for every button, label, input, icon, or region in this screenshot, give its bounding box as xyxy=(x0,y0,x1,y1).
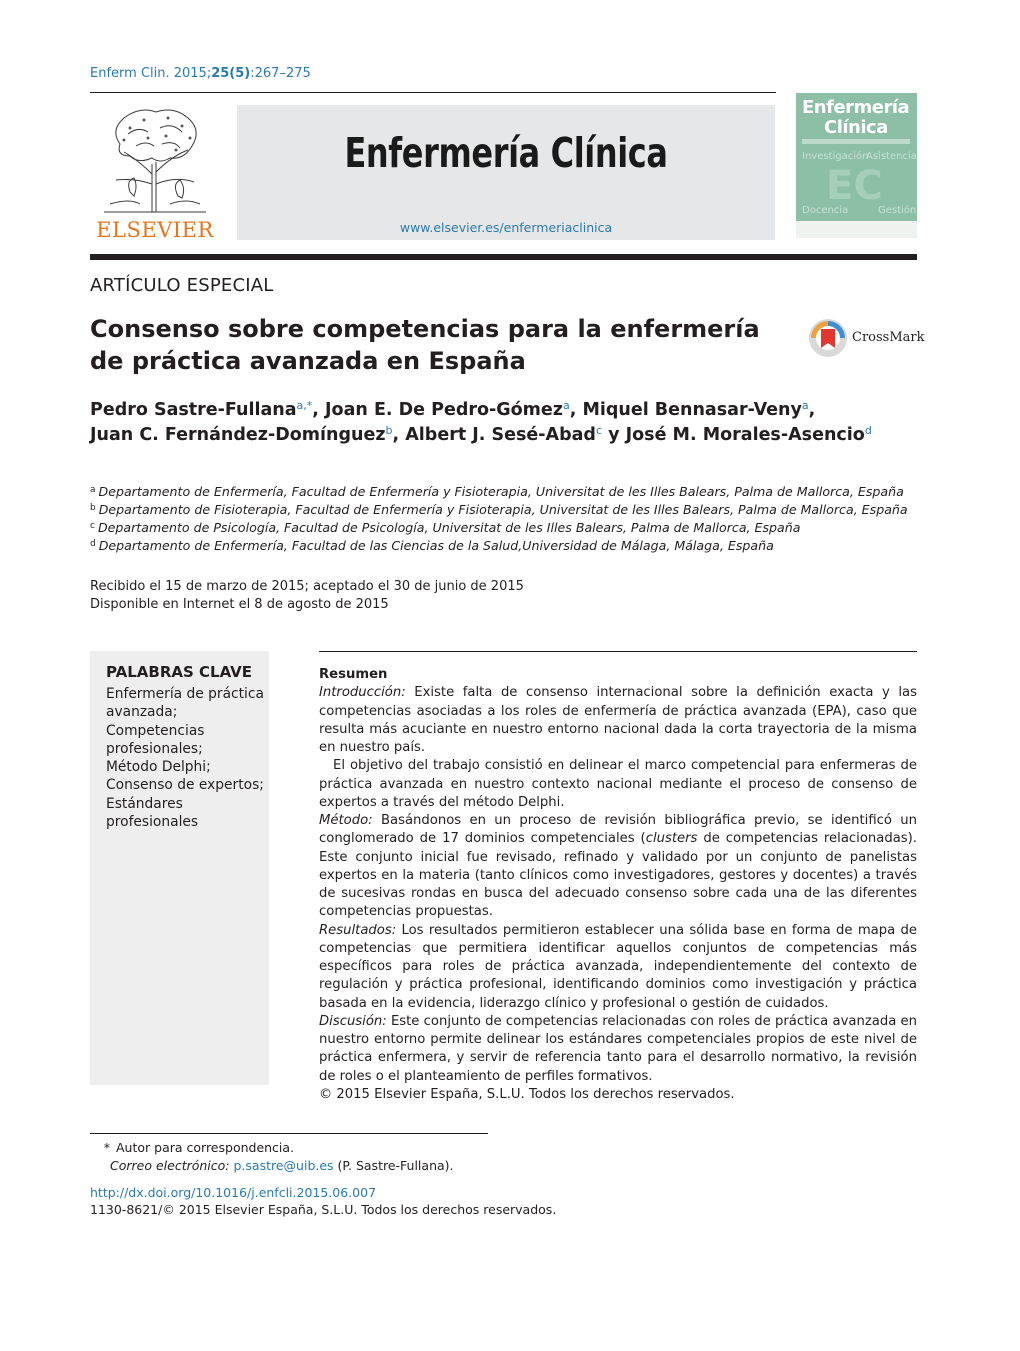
abstract-objective: El objetivo del trabajo consistió en delinear el marco competencial para enfermeras de práctica avanzada en nuestro contexto nacional mediante el proceso de consenso de expertos a través del método Delphi. xyxy=(319,758,917,810)
header-divider xyxy=(90,92,776,93)
discussion-text: Este conjunto de competencias relacionadas con roles de práctica avanzada en nuestro entorno permite delinear los estándares competenciales propios de este nivel de práctica enfermera, y servir de referencia tanto para el desarrollo normativo, la revisión de roles o el planteamiento de perfiles formativos. xyxy=(319,1013,917,1084)
doi-link[interactable]: http://dx.doi.org/10.1016/j.enfcli.2015.06.007 xyxy=(90,1185,377,1200)
footnote-divider xyxy=(90,1133,488,1134)
author-name[interactable]: Juan C. Fernández-Domínguez xyxy=(90,425,386,445)
abstract-introduction xyxy=(319,684,917,757)
affiliation-row xyxy=(90,519,920,537)
cover-label-asistencia: Asistencia xyxy=(866,151,917,162)
intro-text: Existe falta de consenso internacional sobre la definición exacta y las competencias asociadas a los roles de enfermería de práctica avanzada (EPA), caso que resulta más acuciante en nuestro entorno nacional dada la corta trayectoria de la misma en nuestro país. xyxy=(319,685,917,755)
elsevier-tree-icon xyxy=(90,104,220,216)
author-affiliation-mark[interactable]: b xyxy=(385,424,393,437)
author-separator: y xyxy=(602,425,626,445)
author-separator: , xyxy=(808,400,816,420)
cover-strip xyxy=(802,139,910,144)
citation-volume: 25(5) xyxy=(211,66,251,81)
crossmark-icon xyxy=(808,318,848,358)
affiliation-mark: b xyxy=(90,503,96,513)
method-text-2: de competencias relacionadas). Este conjunto inicial fue revisado, refinado y validado por un conjunto de panelistas expertos en la materia (tanto clínicos como investigadores, gestores y docentes) a través de sucesivas rondas en busca del adecuado consenso sobre cada una de las diferentes competencias propuestas. xyxy=(319,831,917,920)
footnote-line-1 xyxy=(90,1139,454,1157)
author-name[interactable]: Pedro Sastre-Fullana xyxy=(90,400,297,420)
intro-label: Introducción: xyxy=(319,685,406,701)
keyword-item: Enfermería de práctica avanzada; xyxy=(106,686,264,721)
author-list xyxy=(90,398,920,448)
method-text-1: Basándonos en un proceso de revisión bibliográfica previo, se identificó un conglomerado de 17 dominios competenciales ( xyxy=(319,813,918,847)
abstract-copyright: © 2015 Elsevier España, S.L.U. Todos los derechos reservados. xyxy=(319,1086,735,1102)
affiliation-row xyxy=(90,537,920,555)
abstract-method xyxy=(319,812,917,922)
keywords-heading: PALABRAS CLAVE xyxy=(106,663,253,681)
affiliation-mark: c xyxy=(90,521,95,531)
crossmark-label: CrossMark xyxy=(852,330,925,345)
footnote-star: * xyxy=(103,1140,110,1155)
article-title: Consenso sobre competencias para la enfermería de práctica avanzada en España xyxy=(90,315,760,375)
received-date: Recibido el 15 de marzo de 2015; aceptado el 30 de junio de 2015 xyxy=(90,579,524,594)
cover-label-gestion: Gestión xyxy=(878,205,917,216)
affiliation-text: Departamento de Psicología, Facultad de Psicología, Universitat de les Illes Balears, Palma de Mallorca, España xyxy=(97,520,801,535)
journal-url-link[interactable]: www.elsevier.es/enfermeriaclinica xyxy=(399,220,613,235)
results-label: Resultados: xyxy=(319,922,397,938)
available-date: Disponible en Internet el 8 de agosto de 2015 xyxy=(90,597,389,612)
discussion-label: Discusión: xyxy=(319,1013,387,1029)
results-text: Los resultados permitieron establecer una sólida base en forma de mapa de competencias que permitiera identificar aquellos conjuntos de competencias más específicos para roles de práctica avanzada, independientemente del contexto de regulación y práctica profesional, identificando dominios como investigación y práctica basada en la evidencia, liderazgo clínico y profesional o gestión de cuidados. xyxy=(319,922,918,1011)
header-thick-divider xyxy=(90,254,917,260)
abstract-heading: Resumen xyxy=(319,667,388,682)
cover-title-line2: Clínica xyxy=(824,117,888,138)
abstract-results xyxy=(319,922,917,1013)
author-affiliation-mark[interactable]: d xyxy=(864,424,872,437)
journal-title: Enfermería Clínica xyxy=(344,129,668,177)
cover-monogram: EC xyxy=(826,163,883,209)
correspondence-footnote xyxy=(90,1139,454,1175)
method-clusters: clusters xyxy=(645,831,698,847)
keyword-item: Estándares profesionales xyxy=(106,795,199,831)
author-affiliation-mark[interactable]: a,* xyxy=(296,399,313,412)
affiliation-text: Departamento de Enfermería, Facultad de las Ciencias de la Salud,Universidad de Málaga, Málaga, España xyxy=(98,538,774,553)
author-name[interactable]: Joan E. De Pedro-Gómez xyxy=(325,400,563,420)
crossmark-badge[interactable] xyxy=(808,318,925,362)
keywords-box xyxy=(90,651,269,1085)
citation-pages: :267–275 xyxy=(250,66,311,81)
abstract xyxy=(319,666,917,1104)
journal-cover-thumbnail[interactable] xyxy=(796,93,917,238)
elsevier-logo[interactable] xyxy=(90,104,220,242)
keywords-list xyxy=(106,685,266,831)
keyword-item: Método Delphi; xyxy=(106,759,211,776)
abstract-divider xyxy=(319,651,917,652)
affiliation-text: Departamento de Enfermería, Facultad de Enfermería y Fisioterapia, Universitat de les Illes Balears, Palma de Mallorca, España xyxy=(98,484,904,499)
email-label: Correo electrónico: xyxy=(110,1158,230,1173)
article-dates xyxy=(90,578,524,614)
citation-journal: Enferm Clin. 2015; xyxy=(90,66,212,81)
author-name[interactable]: Miquel Bennasar-Veny xyxy=(582,400,802,420)
cover-label-docencia: Docencia xyxy=(802,205,849,216)
affiliation-row xyxy=(90,501,920,519)
author-affiliation-mark[interactable]: c xyxy=(595,424,603,437)
affiliation-mark: a xyxy=(90,485,96,495)
footnote-line-2 xyxy=(90,1157,454,1175)
journal-banner xyxy=(237,105,775,240)
email-owner: (P. Sastre-Fullana). xyxy=(337,1158,454,1173)
author-name[interactable]: José M. Morales-Asencio xyxy=(625,425,865,445)
keyword-item: Competencias profesionales; xyxy=(106,722,205,757)
author-separator: , xyxy=(312,400,326,420)
corresponding-label: Autor para correspondencia. xyxy=(116,1140,295,1155)
affiliation-mark: d xyxy=(90,539,96,549)
cover-label-investigacion: Investigación xyxy=(802,151,869,162)
author-separator: , xyxy=(392,425,406,445)
affiliations xyxy=(90,483,920,555)
author-affiliation-mark[interactable]: a xyxy=(562,399,570,412)
author-name[interactable]: Albert J. Sesé-Abad xyxy=(405,425,596,445)
citation-line[interactable] xyxy=(90,66,311,81)
email-link[interactable]: p.sastre@uib.es xyxy=(233,1158,334,1173)
cover-footer-strip xyxy=(796,221,917,238)
cover-title-line1: Enfermería xyxy=(802,97,910,118)
affiliation-row xyxy=(90,483,920,501)
abstract-discussion xyxy=(319,1013,917,1086)
article-type-label: ARTÍCULO ESPECIAL xyxy=(90,275,274,296)
method-label: Método: xyxy=(319,813,373,828)
author-affiliation-mark[interactable]: a xyxy=(801,399,809,412)
affiliation-text: Departamento de Fisioterapia, Facultad de Enfermería y Fisioterapia, Universitat de les Illes Balears, Palma de Mallorca, España xyxy=(98,502,908,517)
keyword-item: Consenso de expertos; xyxy=(106,777,264,794)
author-separator: , xyxy=(569,400,583,420)
elsevier-wordmark: ELSEVIER xyxy=(96,218,214,242)
issn-copyright: 1130-8621/© 2015 Elsevier España, S.L.U. Todos los derechos reservados. xyxy=(90,1202,557,1217)
